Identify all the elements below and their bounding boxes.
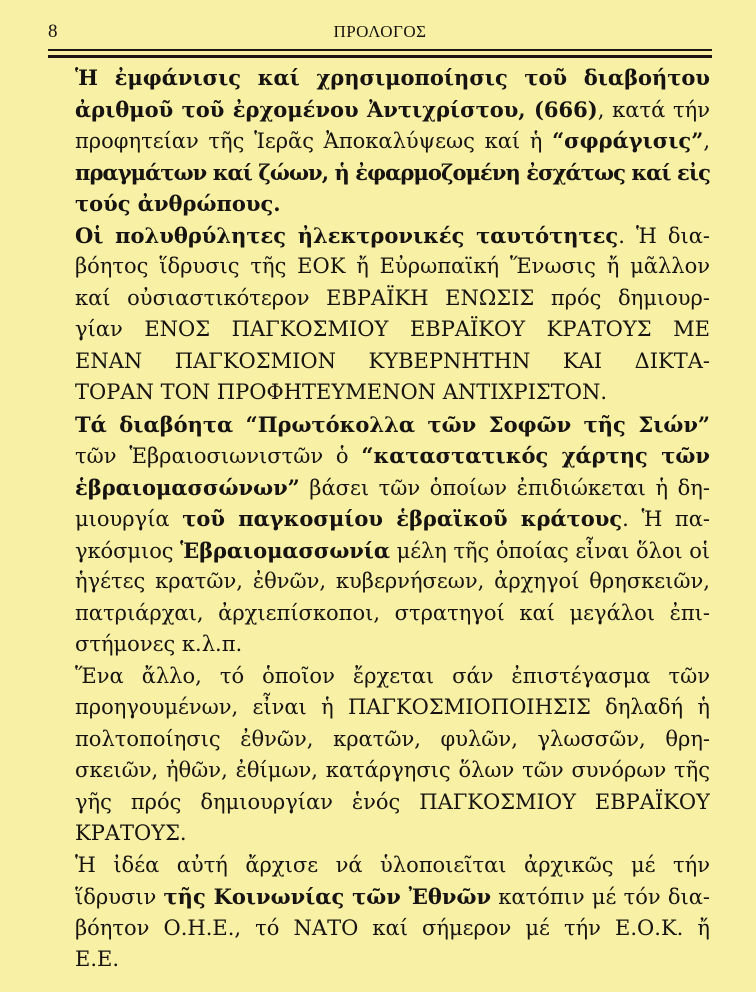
text-segment: βόητον Ο.Η.Ε., τό ΝΑΤΟ καί σήμερον μέ τήν Ε.Ο.Κ. ἤ bbox=[75, 915, 710, 940]
text-segment: , bbox=[703, 129, 710, 153]
paragraph bbox=[75, 62, 710, 220]
text-line bbox=[75, 220, 710, 252]
text-line bbox=[75, 251, 710, 283]
text-line bbox=[75, 944, 710, 976]
bold-text-segment: Τά διαβόητα “Πρωτόκολλα τῶν Σοφῶν τῆς Σιών” bbox=[75, 411, 710, 437]
page-number: 8 bbox=[48, 21, 58, 42]
text-line bbox=[75, 755, 710, 787]
text-line bbox=[75, 598, 710, 630]
text-segment: γκόσμιος bbox=[75, 538, 181, 563]
text-line bbox=[75, 503, 710, 535]
bold-text-segment: τῆς Κοινωνίας τῶν Ἐθνῶν bbox=[163, 884, 492, 909]
text-segment: Ἕνα ἄλλο, τό ὁποῖον ἔρχεται σάν ἐπιστέγασμα τῶν bbox=[75, 663, 710, 688]
text-segment: μέλη τῆς ὁποίας εἶναι ὅλοι οἱ bbox=[390, 538, 710, 563]
text-segment: τῶν Ἑβραιοσιωνιστῶν ὁ bbox=[75, 444, 362, 468]
header-rule-thick bbox=[48, 55, 712, 58]
bold-text-segment: Ἡ ἐμφάνισις καί χρησιμοποίησις τοῦ διαβοήτου bbox=[75, 65, 710, 90]
text-segment: σκειῶν, ἠθῶν, ἐθίμων, κατάργησις ὅλων τῶν συνόρων τῆς bbox=[75, 758, 710, 782]
text-line bbox=[75, 724, 710, 756]
text-line bbox=[75, 535, 710, 567]
text-line bbox=[75, 913, 710, 945]
text-line bbox=[75, 472, 710, 504]
text-line bbox=[75, 283, 710, 315]
text-segment: γῆς πρός δημιουργίαν ἑνός ΠΑΓΚΟΣΜΙΟΥ ΕΒΡΑΪΚΟΥ bbox=[75, 789, 710, 814]
text-line bbox=[75, 409, 710, 441]
header-rule-thin bbox=[48, 49, 712, 51]
text-line bbox=[75, 629, 710, 661]
text-segment: ΕΝΑΝ ΠΑΓΚΟΣΜΙΟΝ ΚΥΒΕΡΝΗΤΗΝ ΚΑΙ ΔΙΚΤΑ- bbox=[75, 348, 710, 373]
page-header bbox=[48, 18, 712, 48]
text-segment: Ε.Ε. bbox=[75, 947, 120, 971]
text-segment: μιουργία bbox=[75, 507, 183, 531]
text-segment: . Ἡ δια- bbox=[618, 223, 710, 248]
paragraph bbox=[75, 661, 710, 850]
text-segment: ΤΟΡΑΝ ΤΟΝ ΠΡΟΦΗΤΕΥΜΕΝΟΝ ΑΝΤΙΧΡΙΣΤΟΝ. bbox=[75, 380, 608, 404]
text-segment: , κατά τήν bbox=[597, 97, 710, 122]
bold-text-segment: ἀριθμοῦ τοῦ ἐρχομένου Ἀντιχρίστου, (666) bbox=[75, 96, 598, 122]
text-segment: βάσει τῶν ὁποίων ἐπιδιώκεται ἡ δη- bbox=[299, 475, 710, 500]
text-segment: προηγουμένων, εἶναι ἡ ΠΑΓΚΟΣΜΙΟΠΟΙΗΣΙΣ δηλαδή ἡ bbox=[75, 695, 710, 719]
body-text bbox=[75, 62, 710, 976]
text-segment: στήμονες κ.λ.π. bbox=[75, 632, 243, 656]
paragraph bbox=[75, 409, 710, 661]
paragraph bbox=[75, 220, 710, 409]
bold-text-segment: Οἱ πολυθρύλητες ἠλεκτρονικές ταυτότητες bbox=[75, 222, 619, 248]
bold-text-segment: Ἑβραιομασσωνία bbox=[180, 537, 391, 563]
text-segment: ΚΡΑΤΟΥΣ. bbox=[75, 821, 187, 845]
bold-text-segment: “σφράγισις” bbox=[552, 128, 704, 153]
text-line bbox=[75, 661, 710, 693]
text-segment: προφητείαν τῆς Ἱερᾶς Ἀποκαλύψεως καί ἡ bbox=[75, 129, 553, 153]
bold-text-segment: τοῦ παγκοσμίου ἑβραϊκοῦ κράτους bbox=[182, 506, 623, 531]
text-line bbox=[75, 850, 710, 882]
bold-text-segment: πραγμάτων καί ζώων, ἡ ἐφαρμοζομένη ἐσχάτως καί εἰς bbox=[75, 159, 710, 185]
text-segment: πατριάρχαι, ἀρχιεπίσκοποι, στρατηγοί καί μεγάλοι ἐπι- bbox=[75, 600, 710, 625]
text-line bbox=[75, 566, 710, 598]
text-line bbox=[75, 125, 710, 157]
text-line bbox=[75, 692, 710, 724]
text-segment: . Ἡ πα- bbox=[622, 507, 710, 531]
paragraph bbox=[75, 850, 710, 976]
text-line bbox=[75, 377, 710, 409]
text-segment: Ἡ ἰδέα αὐτή ἄρχισε νά ὑλοποιεῖται ἀρχικῶς μέ τήν bbox=[75, 852, 710, 877]
bold-text-segment: ἑβραιομασσώνων” bbox=[75, 474, 300, 500]
text-line bbox=[75, 188, 710, 220]
text-segment: κατόπιν μέ τόν δια- bbox=[491, 885, 710, 909]
text-line bbox=[75, 881, 710, 913]
bold-text-segment: “καταστατικός χάρτης τῶν bbox=[361, 443, 710, 468]
text-segment: καί οὐσιαστικότερον ΕΒΡΑΪΚΗ ΕΝΩΣΙΣ πρός δημιουρ- bbox=[75, 285, 710, 310]
text-segment: γίαν ΕΝΟΣ ΠΑΓΚΟΣΜΙΟΥ ΕΒΡΑΪΚΟΥ ΚΡΑΤΟΥΣ ΜΕ bbox=[75, 317, 710, 341]
text-line bbox=[75, 314, 710, 346]
text-segment: ἡγέτες κρατῶν, ἐθνῶν, κυβερνήσεων, ἀρχηγοί θρησκειῶν, bbox=[75, 569, 710, 593]
text-line bbox=[75, 94, 710, 126]
text-line bbox=[75, 62, 710, 94]
text-segment: ἵδρυσιν bbox=[75, 885, 164, 909]
text-line bbox=[75, 440, 710, 472]
bold-text-segment: τούς ἀνθρώπους. bbox=[75, 191, 281, 216]
text-line bbox=[75, 157, 710, 189]
text-segment: πολτοποίησις ἐθνῶν, κρατῶν, φυλῶν, γλωσσῶν, θρη- bbox=[75, 726, 710, 751]
text-line bbox=[75, 787, 710, 819]
text-line bbox=[75, 346, 710, 378]
running-title: ΠΡΟΛΟΓΟΣ bbox=[333, 22, 427, 41]
text-line bbox=[75, 818, 710, 850]
text-segment: βόητος ἵδρυσις τῆς ΕΟΚ ἤ Εὐρωπαϊκή Ἕνωσις ἤ μᾶλλον bbox=[75, 254, 710, 278]
